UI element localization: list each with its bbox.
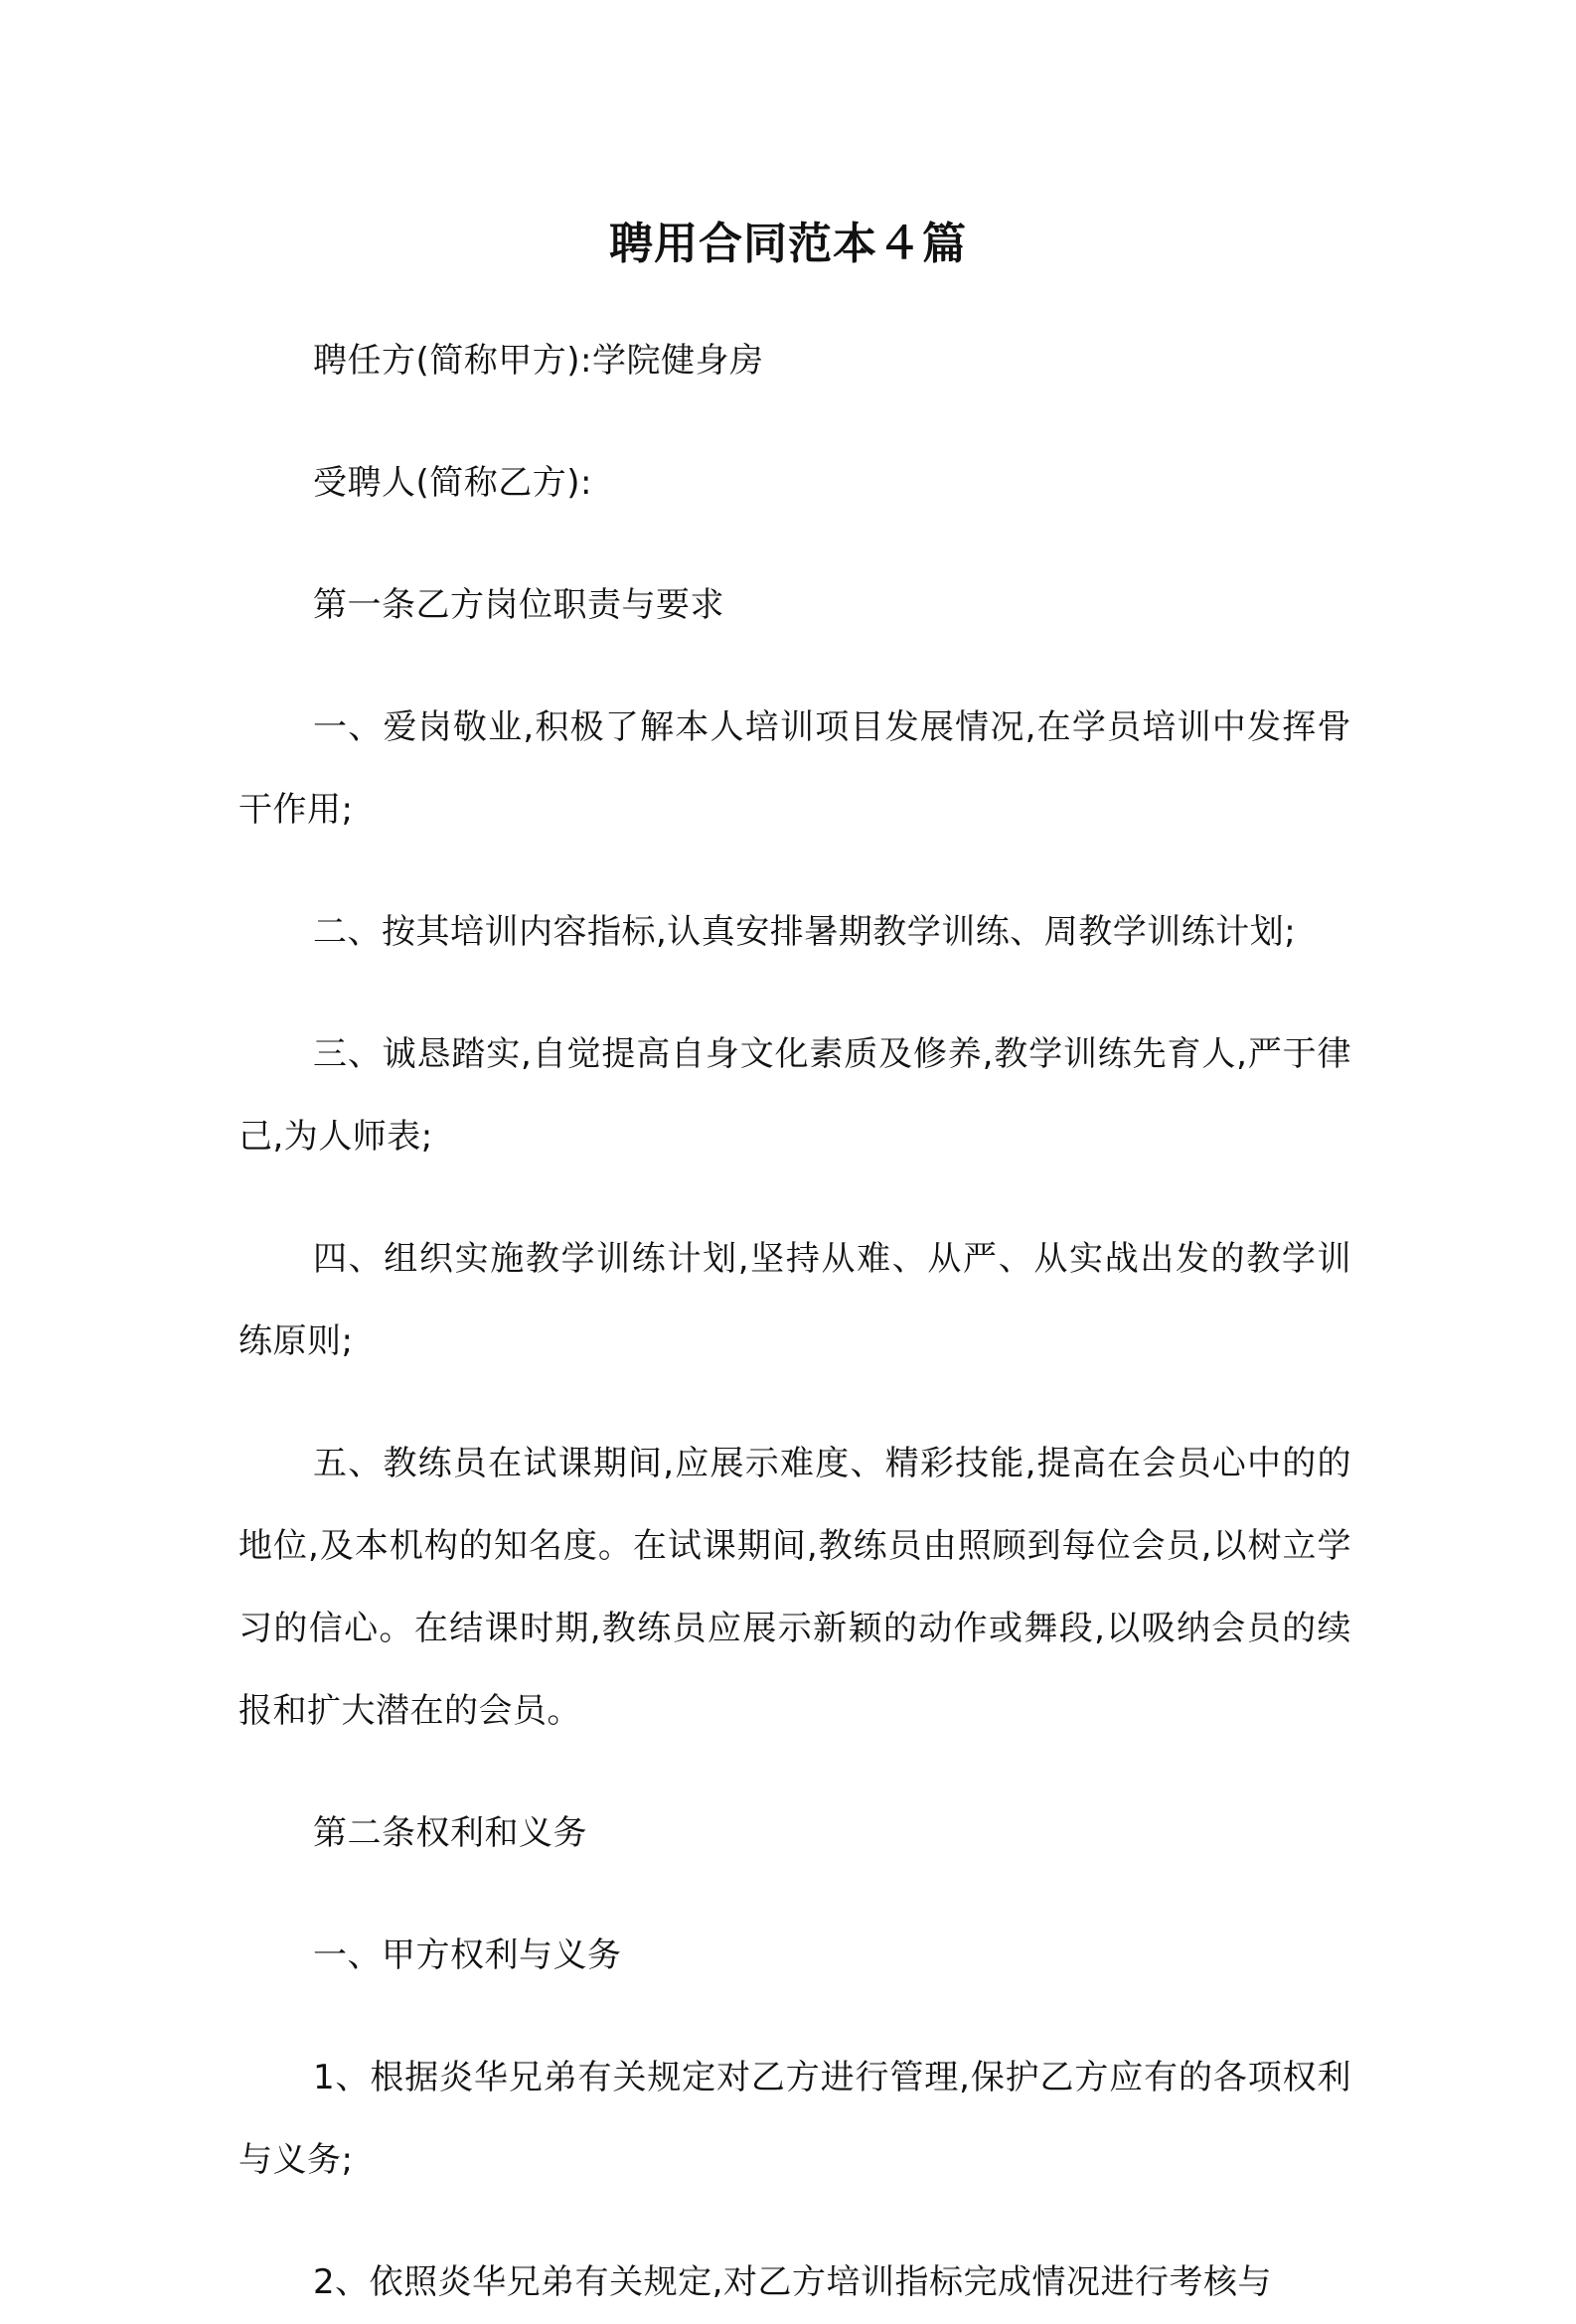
paragraph-party-a-item-1: 1、根据炎华兄弟有关规定对乙方进行管理,保护乙方应有的各项权利与义务; (238, 2058, 1351, 2180)
paragraph-employer: 聘任方(简称甲方):学院健身房 (313, 341, 764, 381)
document-title: 聘用合同范本４篇 (609, 219, 967, 269)
paragraph-article-1-heading: 第一条乙方岗位职责与要求 (313, 585, 724, 625)
paragraph-article-2-heading: 第二条权利和义务 (313, 1813, 587, 1853)
paragraph-duty-3: 三、诚恳踏实,自觉提高自身文化素质及修养,教学训练先育人,严于律己,为人师表; (238, 1034, 1351, 1157)
paragraph-duty-4: 四、组织实施教学训练计划,坚持从难、从严、从实战出发的教学训练原则; (238, 1239, 1351, 1361)
paragraph-party-a-item-2: 2、依照炎华兄弟有关规定,对乙方培训指标完成情况进行考核与 (313, 2262, 1272, 2302)
paragraph-employee: 受聘人(简称乙方): (313, 463, 592, 503)
paragraph-party-a-heading: 一、甲方权利与义务 (313, 1936, 622, 1975)
paragraph-duty-1: 一、爱岗敬业,积极了解本人培训项目发展情况,在学员培训中发挥骨干作用; (238, 707, 1351, 830)
paragraph-duty-2: 二、按其培训内容指标,认真安排暑期教学训练、周教学训练计划; (313, 912, 1297, 952)
paragraph-duty-5: 五、教练员在试课期间,应展示难度、精彩技能,提高在会员心中的的地位,及本机构的知名度。在试课期间,教练员由照顾到每位会员,以树立学习的信心。在结课时期,教练员应展示新颖的动作或舞段,以吸纳会员的续报和扩大潜在的会员。 (238, 1444, 1351, 1731)
document-body (238, 320, 1351, 2324)
